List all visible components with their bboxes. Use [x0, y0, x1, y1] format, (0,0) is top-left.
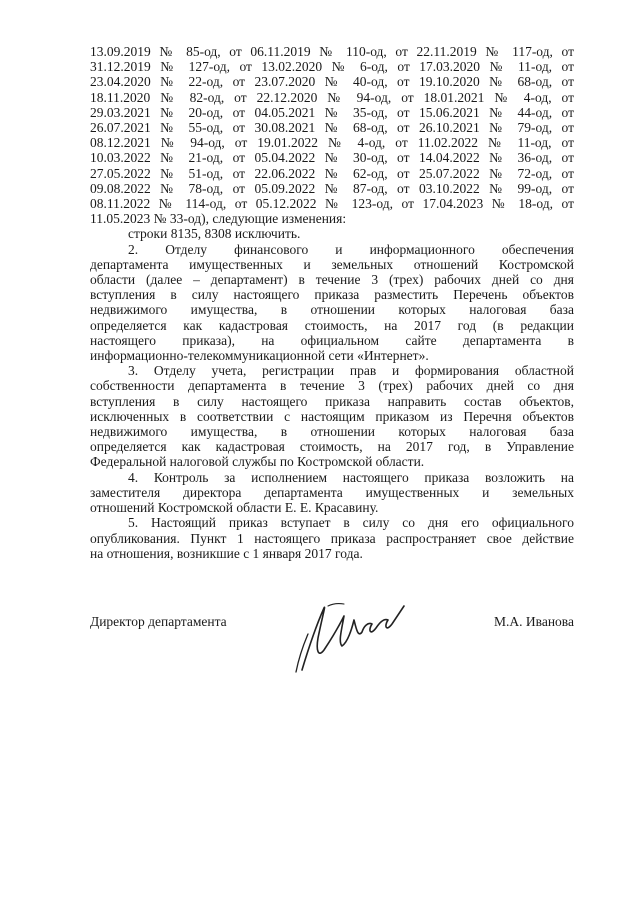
- paragraph-line: опубликования. Пункт 1 настоящего приказа распространяет свое действие: [90, 530, 574, 546]
- paragraph-line: 3. Отделу учета, регистрации прав и формирования областной: [128, 363, 574, 379]
- reference-line: 29.03.2021 № 20-од, от 04.05.2021 № 35-од, от 15.06.2021 № 44-од, от: [90, 104, 574, 120]
- paragraph-line: вступления в силу настоящего приказа разместить Перечень объектов: [90, 287, 574, 303]
- paragraph-line: департамента имущественных и земельных отношений Костромской: [90, 256, 574, 272]
- paragraph-line: информационно-телекоммуникационной сети «Интернет».: [90, 348, 429, 364]
- reference-line: 23.04.2020 № 22-од, от 23.07.2020 № 40-од, от 19.10.2020 № 68-од, от: [90, 74, 574, 90]
- reference-line: 09.08.2022 № 78-од, от 05.09.2022 № 87-од, от 03.10.2022 № 99-од, от: [90, 180, 574, 196]
- paragraph-4: [90, 470, 574, 516]
- paragraph-2: [90, 242, 574, 364]
- paragraph-line: исключенных в соответствии с настоящим приказом из Перечня объектов: [90, 408, 574, 424]
- paragraph-line: заместителя директора департамента имущественных и земельных: [90, 484, 574, 500]
- reference-line: 26.07.2021 № 55-од, от 30.08.2021 № 68-од, от 26.10.2021 № 79-од, от: [90, 120, 574, 136]
- reference-line: 08.12.2021 № 94-од, от 19.01.2022 № 4-од, от 11.02.2022 № 11-од, от: [90, 135, 574, 151]
- paragraph-line: 4. Контроль за исполнением настоящего приказа возложить на: [128, 469, 574, 485]
- reference-line: 31.12.2019 № 127-од, от 13.02.2020 № 6-од, от 17.03.2020 № 11-од, от: [90, 59, 574, 75]
- paragraph-line: определяется как кадастровая стоимость, на 2017 год, в Управление: [90, 439, 574, 455]
- amendment-references: [90, 44, 574, 226]
- signatory-name: М.А. Иванова: [494, 614, 574, 629]
- paragraph-line: 5. Настоящий приказ вступает в силу со дня его официального: [128, 515, 574, 531]
- paragraph-5: [90, 515, 574, 561]
- reference-line: 13.09.2019 № 85-од, от 06.11.2019 № 110-од, от 22.11.2019 № 117-од, от: [90, 44, 574, 59]
- reference-line: 11.05.2023 № 33-од), следующие изменения:: [90, 211, 347, 227]
- signatory-position: Директор департамента: [90, 614, 227, 629]
- paragraph-line: недвижимого имущества, в отношении которых налоговая база: [90, 424, 574, 440]
- paragraph-line: области (далее – департамент) в течение 3 (трех) рабочих дней со дня: [90, 272, 574, 288]
- exclusion-clause: [90, 226, 574, 241]
- handwritten-signature: [288, 598, 408, 674]
- document-body: [90, 44, 574, 561]
- signature-block: [90, 612, 574, 692]
- paragraph-line: на отношения, возникшие с 1 января 2017 года.: [90, 545, 363, 561]
- paragraph-line: определяется как кадастровая стоимость, на 2017 год (в редакции: [90, 317, 574, 333]
- reference-line: 18.11.2020 № 82-од, от 22.12.2020 № 94-од, от 18.01.2021 № 4-од, от: [90, 89, 574, 105]
- paragraph-line: Федеральной налоговой службы по Костромской области.: [90, 454, 425, 470]
- paragraph-line: недвижимого имущества, в отношении которых налоговая база: [90, 302, 574, 318]
- reference-line: 08.11.2022 № 114-од, от 05.12.2022 № 123-од, от 17.04.2023 № 18-од, от: [90, 196, 574, 212]
- paragraph-line: собственности департамента в течение 3 (трех) рабочих дней со дня: [90, 378, 574, 394]
- paragraph-line: настоящего приказа), на официальном сайте департамента в: [90, 332, 574, 348]
- paragraph-line: вступления в силу настоящего приказа направить состав объектов,: [90, 393, 574, 409]
- paragraph-line: 2. Отделу финансового и информационного обеспечения: [128, 241, 574, 257]
- exclusion-line: строки 8135, 8308 исключить.: [128, 226, 301, 242]
- reference-line: 27.05.2022 № 51-од, от 22.06.2022 № 62-од, от 25.07.2022 № 72-од, от: [90, 165, 574, 181]
- paragraph-3: [90, 363, 574, 469]
- reference-line: 10.03.2022 № 21-од, от 05.04.2022 № 30-од, от 14.04.2022 № 36-од, от: [90, 150, 574, 166]
- paragraph-line: отношений Костромской области Е. Е. Красавину.: [90, 500, 379, 516]
